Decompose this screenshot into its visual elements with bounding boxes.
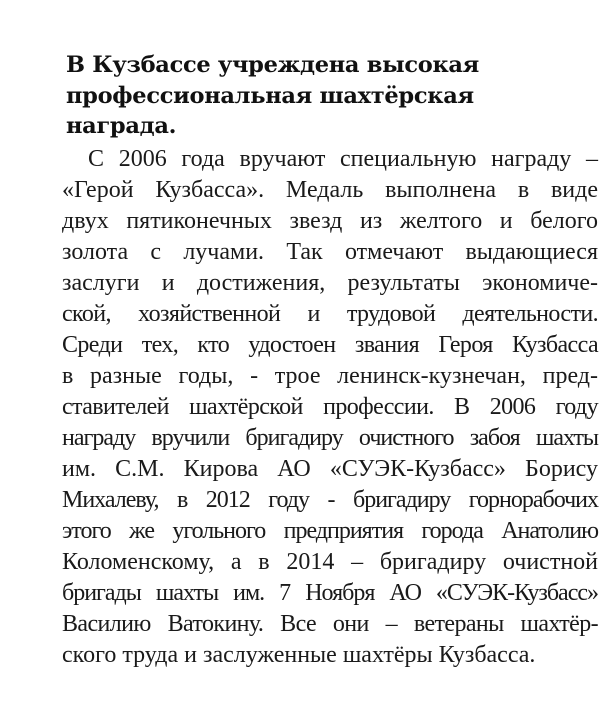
body-line: бригады шахты им. 7 Ноября АО «СУЭК-Кузбасс» <box>62 579 598 606</box>
body-line: Среди тех, кто удостоен звания Героя Кузбасса <box>62 331 598 358</box>
body-line: двух пятиконечных звезд из желтого и белого <box>62 207 598 234</box>
body-line: награду вручили бригадиру очистного забоя шахты <box>62 424 598 451</box>
body-line: им. С.М. Кирова АО «СУЭК-Кузбасс» Борису <box>62 455 598 482</box>
article-body <box>62 144 598 671</box>
body-line: ской, хозяйственной и трудовой деятельности. <box>62 300 598 327</box>
body-line: Василию Ватокину. Все они – ветераны шахтёр- <box>62 610 598 637</box>
body-line: в разные годы, - трое ленинск-кузнечан, пред- <box>62 362 598 389</box>
body-line: С 2006 года вручают специальную награду – <box>88 145 598 172</box>
body-line: ставителей шахтёрской профессии. В 2006 году <box>62 393 598 420</box>
article-headline <box>66 50 598 142</box>
news-article <box>62 50 598 671</box>
body-line: заслуги и достижения, результаты экономиче- <box>62 269 598 296</box>
body-line: «Герой Кузбасса». Медаль выполнена в виде <box>62 176 598 203</box>
body-line: ского труда и заслуженные шахтёры Кузбасса. <box>62 641 536 668</box>
headline-line: награда. <box>66 113 177 139</box>
headline-line: профессиональная шахтёрская <box>66 82 474 109</box>
body-line: Коломенскому, а в 2014 – бригадиру очистной <box>62 548 598 575</box>
body-line: золота с лучами. Так отмечают выдающиеся <box>62 238 598 265</box>
body-line: этого же угольного предприятия города Анатолию <box>62 517 598 544</box>
body-line: Михалеву, в 2012 году - бригадиру горнорабочих <box>62 486 598 513</box>
headline-line: В Кузбассе учреждена высокая <box>66 52 479 78</box>
